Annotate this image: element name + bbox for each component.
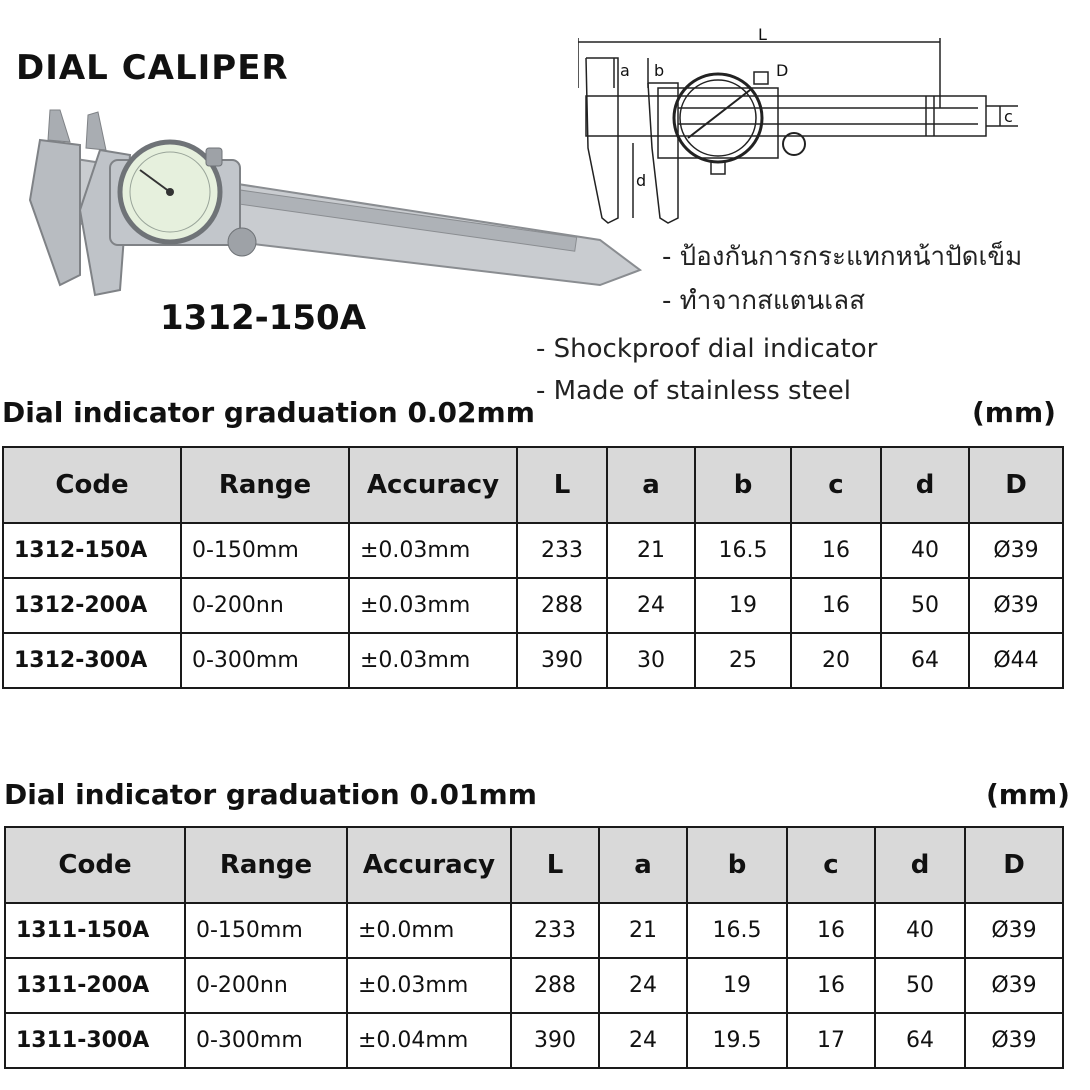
header-L: L [517, 447, 607, 523]
cell-accuracy: ±0.03mm [349, 633, 517, 688]
header-a: a [599, 827, 687, 903]
cell-a: 24 [599, 958, 687, 1013]
cell-L: 390 [517, 633, 607, 688]
spec-table-2 [4, 826, 1064, 1069]
cell-b: 19 [695, 578, 791, 633]
cell-code: 1311-150A [5, 903, 185, 958]
diagram-label-b: b [654, 61, 665, 80]
header-accuracy: Accuracy [347, 827, 511, 903]
diagram-label-c: c [1004, 107, 1013, 126]
cell-c: 16 [791, 578, 881, 633]
page-title: DIAL CALIPER [16, 48, 289, 88]
header-L: L [511, 827, 599, 903]
cell-c: 16 [787, 958, 875, 1013]
cell-code: 1312-150A [3, 523, 181, 578]
header-accuracy: Accuracy [349, 447, 517, 523]
cell-d: 64 [881, 633, 969, 688]
feature-th-1: - ป้องกันการกระแทกหน้าปัดเข็ม [662, 242, 1023, 272]
cell-a: 24 [607, 578, 695, 633]
cell-b: 25 [695, 633, 791, 688]
feature-en-2: - Made of stainless steel [536, 376, 852, 406]
header-range: Range [185, 827, 347, 903]
cell-L: 233 [517, 523, 607, 578]
cell-range: 0-200nn [181, 578, 349, 633]
table-header-row [3, 447, 1063, 523]
cell-d: 64 [875, 1013, 965, 1068]
cell-d: 40 [881, 523, 969, 578]
table-row [5, 958, 1063, 1013]
cell-L: 390 [511, 1013, 599, 1068]
cell-d: 40 [875, 903, 965, 958]
header-code: Code [5, 827, 185, 903]
cell-L: 233 [511, 903, 599, 958]
diagram-label-L: L [758, 28, 767, 44]
cell-b: 16.5 [695, 523, 791, 578]
cell-range: 0-300mm [181, 633, 349, 688]
table1-unit: (mm) [972, 396, 1056, 429]
cell-c: 16 [787, 903, 875, 958]
diagram-label-a: a [620, 61, 630, 80]
cell-accuracy: ±0.03mm [347, 958, 511, 1013]
cell-accuracy: ±0.0mm [347, 903, 511, 958]
dimension-diagram [578, 28, 1018, 228]
table-row [3, 633, 1063, 688]
cell-range: 0-150mm [185, 903, 347, 958]
header-b: b [687, 827, 787, 903]
cell-D: Ø44 [969, 633, 1063, 688]
cell-c: 17 [787, 1013, 875, 1068]
cell-code: 1311-300A [5, 1013, 185, 1068]
cell-a: 30 [607, 633, 695, 688]
table-row [5, 903, 1063, 958]
cell-accuracy: ±0.03mm [349, 578, 517, 633]
cell-b: 19.5 [687, 1013, 787, 1068]
feature-en-1: - Shockproof dial indicator [536, 334, 878, 364]
spec-table-1 [2, 446, 1064, 689]
cell-L: 288 [517, 578, 607, 633]
cell-accuracy: ±0.04mm [347, 1013, 511, 1068]
header-c: c [791, 447, 881, 523]
cell-a: 21 [599, 903, 687, 958]
cell-a: 24 [599, 1013, 687, 1068]
cell-code: 1312-200A [3, 578, 181, 633]
table-row [3, 578, 1063, 633]
caliper-photo [10, 100, 650, 300]
cell-accuracy: ±0.03mm [349, 523, 517, 578]
diagram-label-D: D [776, 61, 789, 80]
table-row [5, 1013, 1063, 1068]
header-b: b [695, 447, 791, 523]
cell-L: 288 [511, 958, 599, 1013]
cell-d: 50 [881, 578, 969, 633]
table2-unit: (mm) [986, 778, 1070, 811]
header-c: c [787, 827, 875, 903]
cell-D: Ø39 [965, 1013, 1063, 1068]
cell-D: Ø39 [969, 523, 1063, 578]
header-d: d [881, 447, 969, 523]
cell-range: 0-300mm [185, 1013, 347, 1068]
cell-a: 21 [607, 523, 695, 578]
header-a: a [607, 447, 695, 523]
cell-D: Ø39 [969, 578, 1063, 633]
header-range: Range [181, 447, 349, 523]
diagram-label-d: d [636, 171, 647, 190]
cell-D: Ø39 [965, 958, 1063, 1013]
table1-caption: Dial indicator graduation 0.02mm [2, 396, 535, 429]
model-number: 1312-150A [160, 298, 367, 338]
table2-caption: Dial indicator graduation 0.01mm [4, 778, 537, 811]
cell-b: 19 [687, 958, 787, 1013]
cell-b: 16.5 [687, 903, 787, 958]
cell-range: 0-200nn [185, 958, 347, 1013]
cell-code: 1311-200A [5, 958, 185, 1013]
cell-code: 1312-300A [3, 633, 181, 688]
table-row [3, 523, 1063, 578]
cell-range: 0-150mm [181, 523, 349, 578]
cell-d: 50 [875, 958, 965, 1013]
header-D: D [969, 447, 1063, 523]
cell-D: Ø39 [965, 903, 1063, 958]
header-code: Code [3, 447, 181, 523]
table-header-row [5, 827, 1063, 903]
header-D: D [965, 827, 1063, 903]
header-d: d [875, 827, 965, 903]
cell-c: 16 [791, 523, 881, 578]
cell-c: 20 [791, 633, 881, 688]
feature-th-2: - ทำจากสแตนเลส [662, 286, 865, 316]
